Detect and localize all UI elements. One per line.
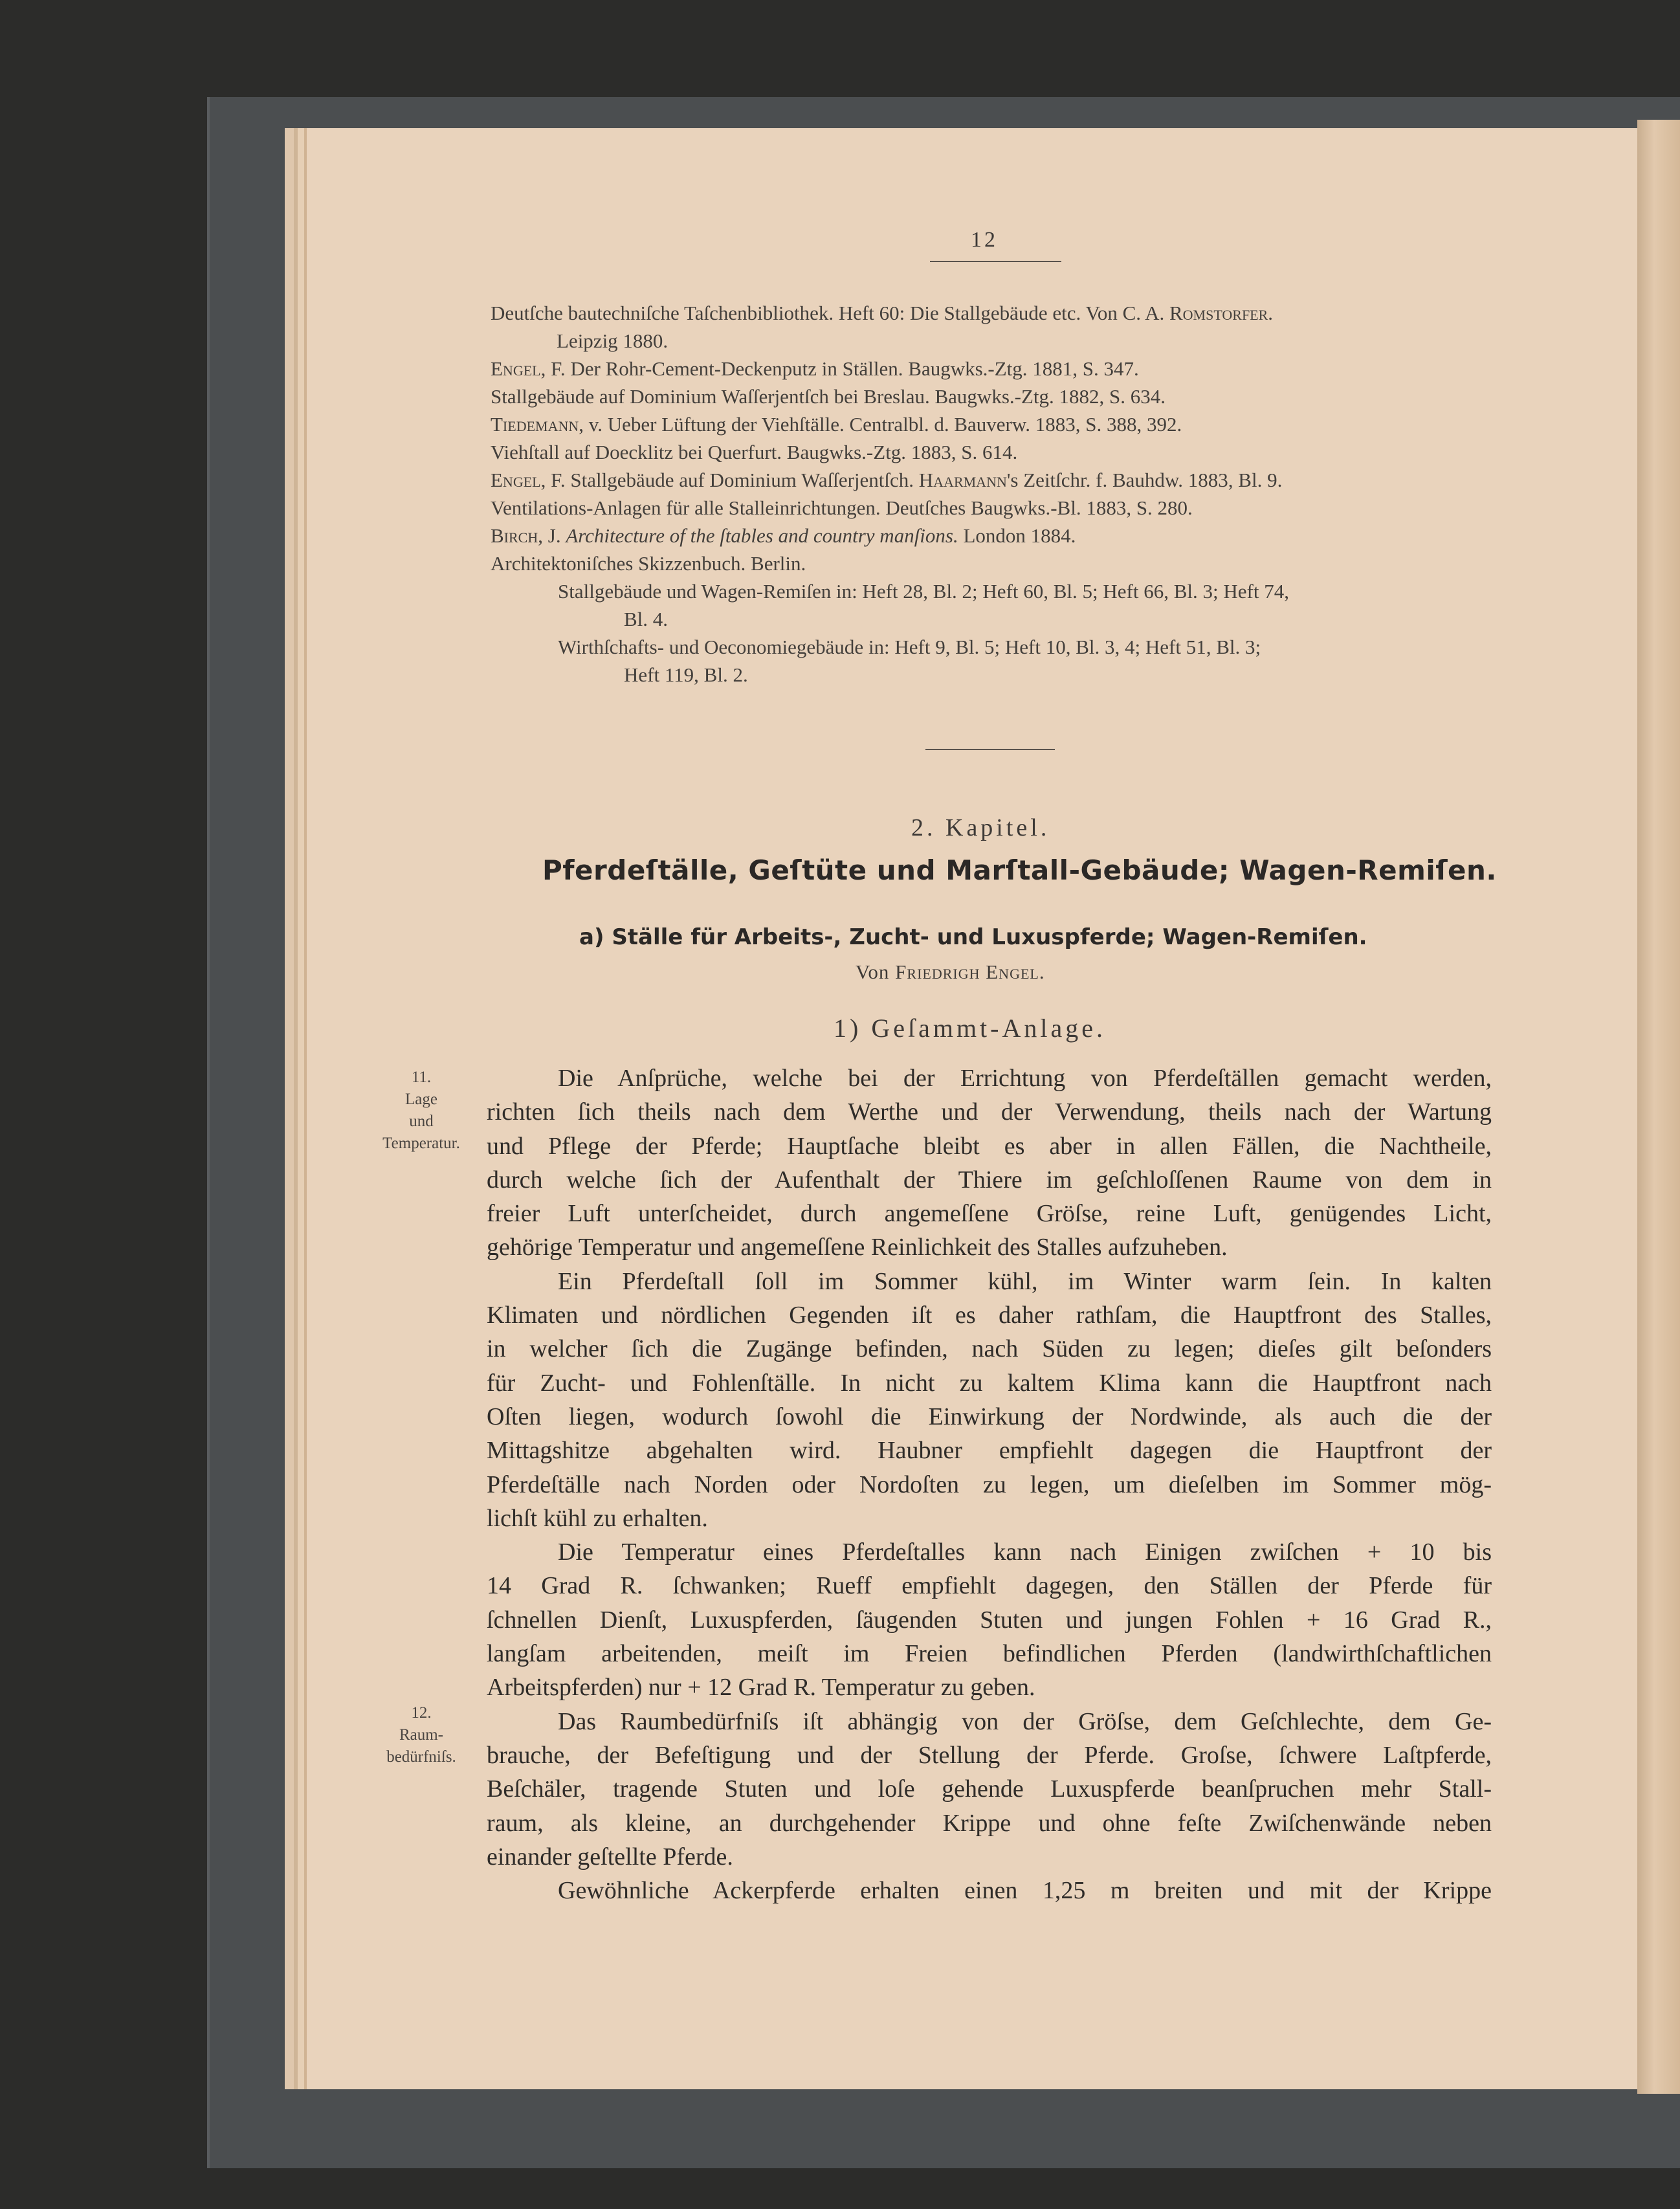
paragraph-line: Klimaten und nördlichen Gegenden iſt es daher rathſam, die Hauptfront des Stalles, xyxy=(487,1302,1492,1329)
bibliography-segment: Engel xyxy=(491,357,541,380)
paragraph-line: in welcher ſich die Zugänge befinden, nach Süden zu legen; dieſes gilt beſonders xyxy=(487,1335,1492,1363)
margin-note-line: Raum- xyxy=(399,1726,444,1744)
bibliography-line xyxy=(491,466,1282,494)
bibliography-segment: Ventilations-Anlagen für alle Stalleinrichtungen. Deutſches Baugwks.-Bl. 1883, S. 280. xyxy=(491,496,1193,519)
bibliography-line xyxy=(491,522,1076,549)
paragraph-line: Ein Pferdeſtall ſoll im Sommer kühl, im Winter warm ſein. In kalten xyxy=(558,1267,1492,1295)
bibliography-line xyxy=(491,494,1193,522)
body-text xyxy=(487,1061,1492,1907)
paragraph-line: Gewöhnliche Ackerpferde erhalten einen 1,25 m breiten und mit der Krippe xyxy=(558,1877,1492,1905)
margin-note-line: Temperatur. xyxy=(382,1135,460,1152)
bibliography-segment: Heft 119, Bl. 2. xyxy=(624,663,748,686)
subchapter-title: a) Ställe für Arbeits-, Zucht- und Luxuspferde; Wagen-Remiſen. xyxy=(579,924,1367,950)
paragraph-line: richten ſich theils nach dem Werthe und der Verwendung, theils nach der Wartung xyxy=(487,1098,1492,1126)
margin-note-number: 12. xyxy=(411,1704,432,1722)
paragraph-line: durch welche ſich der Aufenthalt der Thiere im geſchloſſenen Raume von dem in xyxy=(487,1166,1492,1193)
paragraph xyxy=(487,1874,1492,1907)
paragraph xyxy=(487,1705,1492,1874)
paragraph-line: langſam arbeitenden, meiſt im Freien befindlichen Pferden (landwirthſchaftlichen xyxy=(487,1640,1492,1668)
margin-note-number: 11. xyxy=(411,1069,432,1086)
bibliography-segment: Tiedemann xyxy=(491,413,579,436)
bibliography-segment: Birch xyxy=(491,524,538,547)
bibliography-segment: , J. xyxy=(538,524,566,547)
paragraph-line: freier Luft unterſcheidet, durch angemeſſene Gröſse, reine Luft, genügendes Licht, xyxy=(487,1200,1492,1228)
author-name: Friedrigh Engel. xyxy=(895,960,1045,983)
next-page-edge xyxy=(1637,120,1680,2094)
bibliography-segment: Architecture of the ſtables and country manſions. xyxy=(566,524,958,547)
margin-note-line: Lage xyxy=(405,1091,437,1108)
paragraph-line: für Zucht- und Fohlenſtälle. In nicht zu kaltem Klima kann die Hauptfront nach xyxy=(487,1369,1492,1397)
author-line xyxy=(856,960,1045,984)
bibliography-line xyxy=(558,633,1261,661)
bibliography-segment: , v. Ueber Lüftung der Viehſtälle. Centralbl. d. Bauverw. 1883, S. 388, 392. xyxy=(579,413,1182,436)
paragraph-line: 14 Grad R. ſchwanken; Rueff empfiehlt dagegen, den Ställen der Pferde für xyxy=(487,1572,1492,1600)
bibliography-line xyxy=(624,661,748,689)
paragraph-line: brauche, der Befeſtigung und der Stellung der Pferde. Groſse, ſchwere Laſtpferde, xyxy=(487,1741,1492,1769)
bibliography-line xyxy=(557,327,668,355)
bibliography-segment: , F. Der Rohr-Cement-Deckenputz in Ställen. Baugwks.-Ztg. 1881, S. 347. xyxy=(540,357,1139,380)
bibliography-segment: 's Zeitſchr. f. Bauhdw. 1883, Bl. 9. xyxy=(1006,469,1283,491)
bibliography-segment: Haarmann xyxy=(918,469,1007,491)
bibliography-line xyxy=(491,383,1166,410)
bibliography-line xyxy=(491,410,1182,438)
paragraph-line: ſchnellen Dienſt, Luxuspferden, ſäugenden Stuten und jungen Fohlen + 16 Grad R., xyxy=(487,1606,1492,1634)
paragraph xyxy=(487,1265,1492,1535)
bibliography-segment: London 1884. xyxy=(958,524,1076,547)
bibliography-line xyxy=(558,577,1289,605)
bibliography-segment: Deutſche bautechniſche Taſchenbibliothek. Heft 60: Die Stallgebäude etc. Von C. A. xyxy=(491,302,1169,324)
margin-note-line: und xyxy=(409,1113,434,1130)
section-title: 1) Geſammt-Anlage. xyxy=(834,1014,1106,1043)
bibliography-segment: , F. Stallgebäude auf Dominium Waſſerjentſch. xyxy=(540,469,919,491)
section-divider xyxy=(925,749,1055,750)
paragraph-line: Oſten liegen, wodurch ſowohl die Einwirkung der Nordwinde, als auch die der xyxy=(487,1403,1492,1430)
paragraph-line: gehörige Temperatur und angemeſſene Reinlichkeit des Stalles aufzuheben. xyxy=(487,1234,1228,1261)
bibliography-segment: Architektoniſches Skizzenbuch. Berlin. xyxy=(491,552,806,575)
bibliography-segment: Engel xyxy=(491,469,541,491)
paragraph-line: Pferdeſtälle nach Norden oder Nordoſten zu legen, um dieſelben im Sommer mög- xyxy=(487,1471,1492,1498)
margin-note xyxy=(366,1702,476,1768)
paragraph xyxy=(487,1061,1492,1265)
margin-note-line: bedürfniſs. xyxy=(386,1748,456,1766)
bibliography-line xyxy=(491,549,806,577)
paragraph-line: Arbeitspferden) nur + 12 Grad R. Temperatur zu geben. xyxy=(487,1674,1035,1702)
paragraph-line: lichſt kühl zu erhalten. xyxy=(487,1504,708,1532)
paragraph-line: Die Anſprüche, welche bei der Errichtung von Pferdeſtällen gemacht werden, xyxy=(558,1065,1492,1092)
paragraph-line: raum, als kleine, an durchgehender Krippe und ohne feſte Zwiſchenwände neben xyxy=(487,1809,1492,1837)
bibliography-line xyxy=(491,438,1017,466)
bibliography-segment: Stallgebäude auf Dominium Waſſerjentſch bei Breslau. Baugwks.-Ztg. 1882, S. 634. xyxy=(491,385,1166,408)
paragraph-line: einander geſtellte Pferde. xyxy=(487,1843,733,1870)
bibliography-line xyxy=(624,605,668,633)
page-number: 12 xyxy=(971,228,998,252)
bibliography-segment: Romstorfer. xyxy=(1169,302,1274,324)
bibliography-line xyxy=(491,299,1273,327)
author-prefix: Von xyxy=(856,960,896,983)
paragraph-line: Mittagshitze abgehalten wird. Haubner empfiehlt dagegen die Hauptfront der xyxy=(487,1437,1492,1465)
paragraph-line: und Pflege der Pferde; Hauptſache bleibt es aber in allen Fällen, die Nachtheile, xyxy=(487,1132,1492,1160)
paragraph-line: Beſchäler, tragende Stuten und loſe gehende Luxuspferde beanſpruchen mehr Stall- xyxy=(487,1775,1492,1803)
bibliography-segment: Bl. 4. xyxy=(624,608,669,630)
page-number-rule xyxy=(930,261,1061,262)
paragraph-line: Das Raumbedürfniſs iſt abhängig von der Gröſse, dem Geſchlechte, dem Ge- xyxy=(558,1707,1492,1735)
paragraph-line: Die Temperatur eines Pferdeſtalles kann nach Einigen zwiſchen + 10 bis xyxy=(558,1538,1492,1566)
chapter-title: Pferdeſtälle, Geſtüte und Marſtall-Gebäude; Wagen-Remiſen. xyxy=(542,854,1497,886)
paragraph xyxy=(487,1535,1492,1704)
bibliography-segment: Wirthſchafts- und Oeconomiegebäude in: Heft 9, Bl. 5; Heft 10, Bl. 3, 4; Heft 51, Bl. 3; xyxy=(558,636,1261,658)
chapter-label: 2. Kapitel. xyxy=(911,814,1050,841)
margin-note xyxy=(366,1067,476,1155)
bibliography-segment: Leipzig 1880. xyxy=(557,329,669,352)
bibliography-segment: Viehſtall auf Doecklitz bei Querfurt. Baugwks.-Ztg. 1883, S. 614. xyxy=(491,441,1018,463)
bibliography-line xyxy=(491,355,1139,383)
bibliography-segment: Stallgebäude und Wagen-Remiſen in: Heft 28, Bl. 2; Heft 60, Bl. 5; Heft 66, Bl. 3; Heft 74, xyxy=(558,580,1289,603)
